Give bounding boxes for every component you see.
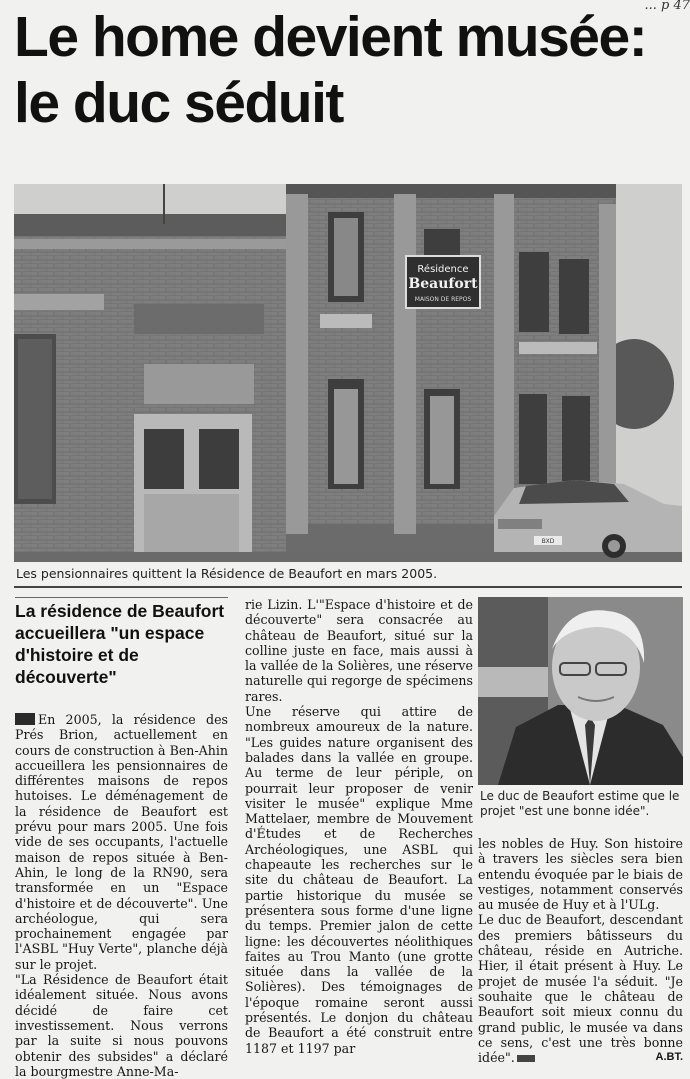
paragraph: "La Résidence de Beaufort était idéalement située. Nous avons décidé de faire cet investissement. Nous verrons par la suite si nous pouvons obtenir des subsides" a déclaré la bourgmestre Anne-Ma- <box>15 972 228 1079</box>
sign-name: Beaufort <box>408 276 478 292</box>
paragraph-text: En 2005, la résidence des Prés Brion, actuellement en cours de construction à Ben-Ahin accueillera les pensionnaires de différentes maisons de repos hutoises. Le déménagement de la résidence de Beaufort est prévu pour mars 2005. Une fois vide de ses occupants, l'actuelle maison de repos située à Ben-Ahin, le long de la RN90, sera transformée en un "Espace d'histoire et de découverte". Une archéologue, qui sera prochainement engagée par l'ASBL "Huy Verte", planche déjà sur le projet. <box>15 712 228 972</box>
article-column-3 <box>478 836 683 1065</box>
subhead-rule <box>15 597 228 598</box>
paragraph: Une réserve qui attire de nombreux amoureux de la nature. "Les guides nature organisent des balades dans la vallée en groupe. Au terme de leur périple, on pourrait leur proposer de venir visiter le musée" explique Mme Mattelaer, membre de Mouvement d'Études et de Recherches Archéologiques, une ASBL qui chapeaute les recherches sur le site du château de Beaufort. La partie historique du musée se présentera sous forme d'une ligne du temps. Premier jalon de cette ligne: les découvertes néolithiques faites au Trou Manto (une grotte située dans la vallée de la Solières). Des témoignages de l'époque romaine seront aussi présentés. Le donjon du château de Beaufort a été construit entre 1187 et 1197 par <box>245 704 473 1056</box>
paragraph: rie Lizin. L'"Espace d'histoire et de découverte" sera consacrée au château de Beaufort, situé sur la colline juste en face, mais aussi à la vallée de la Solières, une réserve naturelle qui regorge de spécimens rares. <box>245 597 473 704</box>
paragraph-text: Le duc de Beaufort, descendant des premiers bâtisseurs du château, réside en Autriche. Hier, il était présent à Huy. Le projet de musée l'a séduit. "Je souhaite que le château de Beaufort soit mieux connu du grand public, le musée va dans ce sens, c'est une très bonne idée". <box>478 912 683 1066</box>
portrait-illustration <box>478 597 683 785</box>
paragraph: les nobles de Huy. Son histoire à travers les siècles sera bien entendu évoquée par le biais de vestiges, notamment conservés au musée de Huy et à l'ULg. <box>478 836 683 913</box>
article-column-1 <box>15 712 228 1079</box>
byline: A.BT. <box>655 1051 683 1064</box>
main-photo <box>14 184 682 562</box>
portrait-photo <box>478 597 683 785</box>
handwritten-note: ... p 47 <box>644 0 690 13</box>
license-plate: BXD <box>541 538 555 545</box>
portrait-caption: Le duc de Beaufort estime que le projet "est une bonne idée". <box>480 789 680 818</box>
sign-title: Résidence <box>417 264 469 275</box>
section-divider <box>14 586 682 588</box>
article-column-2 <box>245 597 473 1056</box>
end-mark-icon <box>517 1055 535 1062</box>
sign-sub: MAISON DE REPOS <box>414 296 472 303</box>
headline: Le home devient musée: le duc séduit <box>14 5 647 135</box>
paragraph <box>478 912 683 1065</box>
main-photo-caption: Les pensionnaires quittent la Résidence de Beaufort en mars 2005. <box>16 566 438 581</box>
building-illustration <box>14 184 682 562</box>
paragraph-marker-icon <box>15 713 35 725</box>
paragraph <box>15 712 228 972</box>
article-subhead: La résidence de Beaufort accueillera "un espace d'histoire et de découverte" <box>15 601 225 687</box>
